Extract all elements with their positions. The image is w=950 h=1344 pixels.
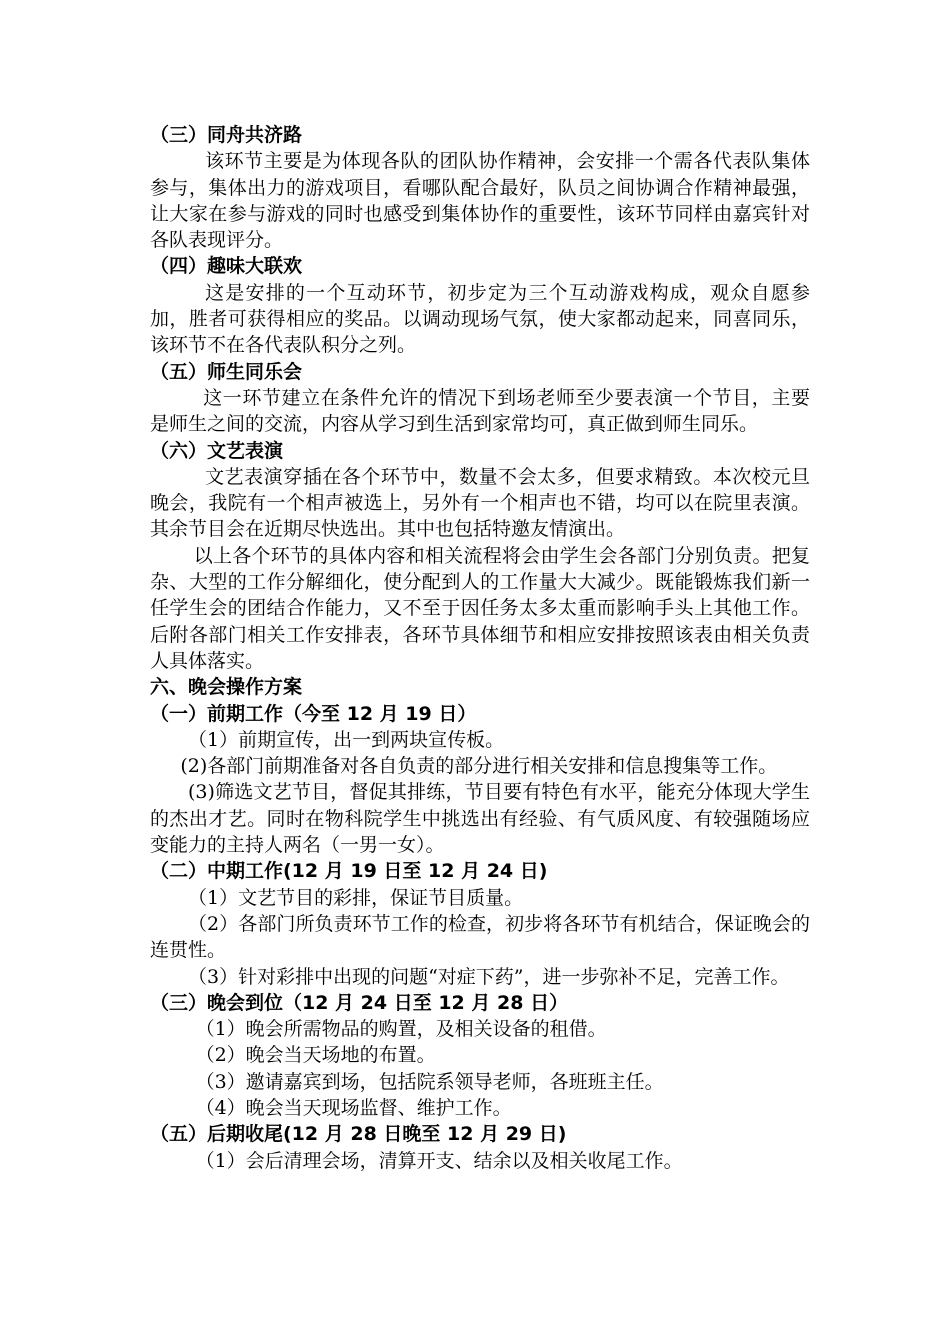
section-body-4: 这是安排的一个互动环节，初步定为三个互动游戏构成，观众自愿参加，胜者可获得相应的奖品。以调动现场气氛，使大家都动起来，同喜同乐，该环节不在各代表队积分之列。 — [150, 281, 810, 357]
summary-paragraph: 以上各个环节的具体内容和相关流程将会由学生会各部门分别负责。把复杂、大型的工作分解细化，使分配到人的工作量大大减少。既能锻炼我们新一任学生会的团结合作能力，又不至于因任务太多太重而影响手头上其他工作。后附各部门相关工作安排表，各环节具体细节和相应安排按照该表由相关负责人具体落实。 — [150, 544, 810, 672]
section-body-5: 这一环节建立在条件允许的情况下到场老师至少要表演一个节目，主要是师生之间的交流，内容从学习到生活到家常均可，真正做到师生同乐。 — [150, 386, 810, 436]
section-body-3: 该环节主要是为体现各队的团队协作精神，会安排一个需各代表队集体参与，集体出力的游戏项目，看哪队配合最好，队员之间协调合作精神最强，让大家在参与游戏的同时也感受到集体协作的重要性，该环节同样由嘉宾针对各队表现评分。 — [150, 150, 810, 252]
phase1-item-1: （1）前期宣传，出一到两块宣传板。 — [188, 728, 505, 751]
section-heading-3: （三）同舟共济路 — [150, 124, 303, 146]
phase2-item-1: （1）文艺节目的彩排，保证节目质量。 — [188, 886, 524, 909]
phase1-item-2: (2)各部门前期准备对各自负责的部分进行相关安排和信息搜集等工作。 — [180, 755, 778, 778]
phase2-heading: （二）中期工作(12 月 19 日至 12 月 24 日) — [150, 860, 548, 883]
section-body-6: 文艺表演穿插在各个环节中，数量不会太多，但要求精致。本次校元旦晚会，我院有一个相声被选上，另外有一个相声也不错，均可以在院里表演。其余节目会在近期尽快选出。其中也包括特邀友情演出。 — [150, 465, 810, 541]
phase3-item-4: （4）晚会当天现场监督、维护工作。 — [195, 1096, 512, 1119]
phase3-item-1: （1）晚会所需物品的购置，及相关设备的租借。 — [195, 1018, 607, 1041]
phase2-item-3: （3）针对彩排中出现的问题“对症下药”，进一步弥补不足，完善工作。 — [188, 965, 790, 988]
phase5-item-1: （1）会后清理会场，清算开支、结余以及相关收尾工作。 — [195, 1149, 683, 1172]
phase1-heading: （一）前期工作（今至 12 月 19 日） — [150, 702, 477, 725]
phase3-item-3: （3）邀请嘉宾到场，包括院系领导老师，各班班主任。 — [195, 1070, 664, 1093]
document-page — [150, 122, 810, 1174]
section-heading-4: （四）趣味大联欢 — [150, 255, 303, 278]
phase2-item-2: （2）各部门所负责环节工作的检查，初步将各环节有机结合，保证晚会的连贯性。 — [150, 912, 810, 962]
phase1-item-3: (3)筛选文艺节目，督促其排练，节目要有特色有水平，能充分体现大学生的杰出才艺。同时在物科院学生中挑选出有经验、有气质风度、有较强随场应变能力的主持人两名（一男一女）。 — [150, 781, 810, 857]
phase5-heading: （五）后期收尾(12 月 28 日晚至 12 月 29 日) — [150, 1123, 567, 1146]
section-heading-6: （六）文艺表演 — [150, 439, 284, 462]
section-heading-5: （五）师生同乐会 — [150, 360, 303, 383]
phase3-item-2: （2）晚会当天场地的布置。 — [195, 1044, 436, 1067]
plan-title: 六、晚会操作方案 — [150, 676, 303, 699]
phase3-heading: （三）晚会到位（12 月 24 日至 12 月 28 日） — [150, 991, 569, 1014]
